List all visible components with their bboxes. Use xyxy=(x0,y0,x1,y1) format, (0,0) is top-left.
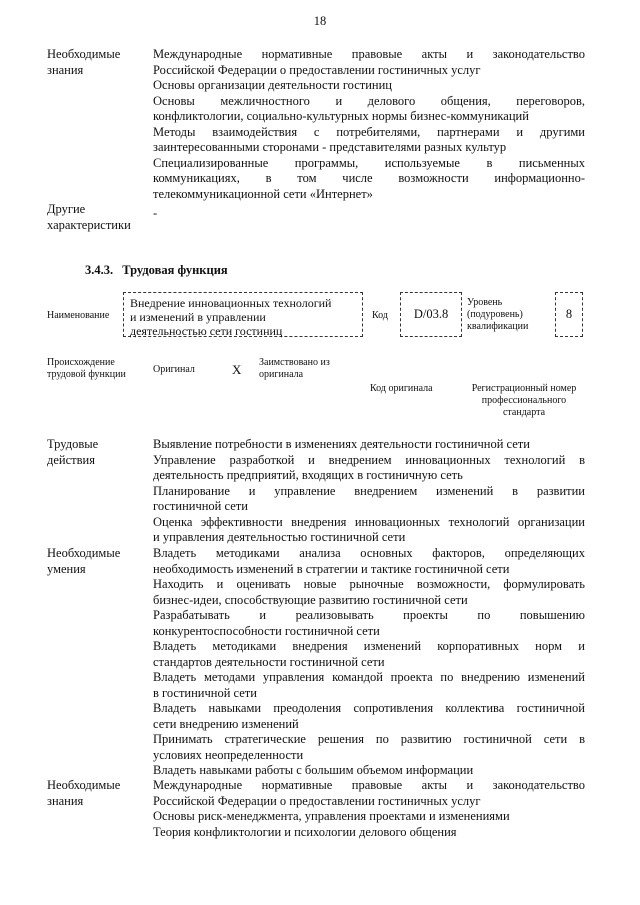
list-item: Международные нормативные правовые акты и законодательство xyxy=(153,778,585,792)
knowledge-label-top: Необходимые знания xyxy=(47,47,121,77)
origin-label: Происхождение трудовой функции xyxy=(47,357,126,380)
list-item: в гостиничной сети xyxy=(153,685,257,700)
list-item: конкурентоспособности гостиничной сети xyxy=(153,623,380,638)
list-item: коммуникациях, в том числе возможности информационно- xyxy=(153,171,585,185)
level-label: Уровень (подуровень) квалификации xyxy=(467,297,529,332)
section-number: 3.4.3. xyxy=(85,263,114,277)
list-item: Международные нормативные правовые акты и законодательство xyxy=(153,47,585,61)
list-item: Разрабатывать и реализовывать проекты по повышению xyxy=(153,608,585,622)
list-item: Владеть методиками анализа основных факторов, определяющих xyxy=(153,546,585,560)
registration-number-label: Регистрационный номер профессионального стандарта xyxy=(471,383,577,418)
list-item: Основы риск-менеджмента, управления проектами и изменениями xyxy=(153,809,510,823)
labor-actions-list xyxy=(153,437,585,546)
list-item: телекоммуникационной сети «Интернет» xyxy=(153,186,373,201)
list-item: необходимость изменений в стратегии и тактике гостиничной сети xyxy=(153,561,510,576)
list-item: Оценка эффективности внедрения инновационных технологий организации xyxy=(153,514,585,529)
origin-code-label: Код оригинала xyxy=(370,383,433,394)
level-box: 8 xyxy=(555,292,583,337)
list-item: гостиничной сети xyxy=(153,499,248,513)
page-number: 18 xyxy=(313,14,327,28)
section-heading xyxy=(85,263,228,278)
list-item: бизнес-идеи, способствующие развитию гостиничной сети xyxy=(153,592,468,607)
list-item: Теория конфликтологии и психологии делового общения xyxy=(153,824,457,839)
list-item: Находить и оценивать новые рыночные возможности, формулировать xyxy=(153,577,585,591)
list-item: Владеть навыками работы с большим объемом информации xyxy=(153,763,474,777)
other-characteristics-value: - xyxy=(153,206,158,220)
list-item: Владеть методиками внедрения изменений корпоративных норм и xyxy=(153,639,585,653)
list-item: Основы межличностного и делового общения, переговоров, xyxy=(153,93,585,108)
list-item: Планирование и управление внедрением изменений в развитии xyxy=(153,483,585,498)
other-characteristics-label: Другие характеристики xyxy=(47,202,131,232)
list-item: заинтересованными сторонами - представителями разных культур xyxy=(153,140,507,154)
knowledge-label-bottom: Необходимые знания xyxy=(47,778,121,808)
list-item: конфликтологии, социально-культурных нормы бизнес-коммуникаций xyxy=(153,109,529,123)
knowledge-list-top xyxy=(153,47,585,202)
skills-label: Необходимые умения xyxy=(47,546,121,576)
origin-borrowed-label: Заимствовано из оригинала xyxy=(259,357,330,380)
list-item: Российской Федерации о предоставлении гостиничных услуг xyxy=(153,793,481,808)
list-item: Владеть навыками преодоления сопротивления коллектива гостиничной xyxy=(153,701,585,715)
labor-actions-label: Трудовые действия xyxy=(47,437,99,467)
origin-original-label: Оригинал xyxy=(153,364,195,375)
code-label: Код xyxy=(372,310,388,321)
list-item: и управления деятельностью гостиничной сети xyxy=(153,530,406,544)
origin-mark: X xyxy=(232,362,242,377)
code-box: D/03.8 xyxy=(400,292,462,337)
function-name-box: Внедрение инновационных технологий и изменений в управлении деятельностью сети гостиниц xyxy=(123,292,363,337)
section-title: Трудовая функция xyxy=(122,263,228,277)
list-item: Российской Федерации о предоставлении гостиничных услуг xyxy=(153,62,481,77)
list-item: Специализированные программы, используемые в письменных xyxy=(153,155,585,170)
list-item: стандартов деятельности гостиничной сети xyxy=(153,654,385,669)
list-item: Владеть методами управления командой проекта по внедрению изменений xyxy=(153,670,585,684)
list-item: деятельность предприятий, входящих в гостиничную сеть xyxy=(153,468,463,482)
knowledge-list-bottom xyxy=(153,778,585,840)
list-item: Основы организации деятельности гостиниц xyxy=(153,78,393,92)
list-item: условиях неопределенности xyxy=(153,747,304,762)
list-item: Принимать стратегические решения по развитию гостиничной сети в xyxy=(153,732,585,746)
list-item: Выявление потребности в изменениях деятельности гостиничной сети xyxy=(153,437,530,451)
list-item: Управление разработкой и внедрением инновационных технологий в xyxy=(153,452,585,467)
name-label: Наименование xyxy=(47,310,110,321)
skills-list xyxy=(153,546,585,779)
list-item: Методы взаимодействия с потребителями, партнерами и другими xyxy=(153,124,585,139)
list-item: сети внедрению изменений xyxy=(153,716,299,731)
